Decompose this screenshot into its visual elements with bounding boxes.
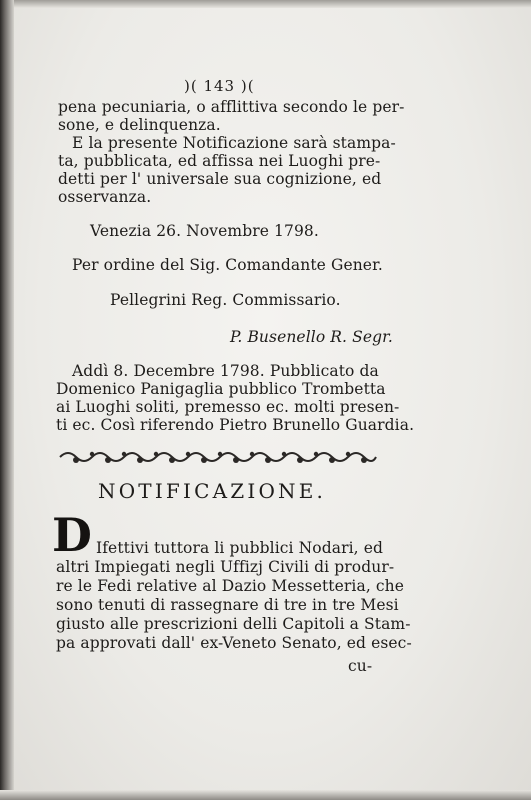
text-line: sone, e delinquenza. — [58, 116, 221, 134]
page-top-edge — [0, 0, 531, 8]
text-line: ti ec. Così riferendo Pietro Brunello Guardia. — [56, 416, 415, 434]
text-line: detti per l' universale sua cognizione, ed — [58, 170, 382, 188]
text-line: pena pecuniaria, o afflittiva secondo le per- — [58, 98, 405, 116]
secretary-signature: P. Busenello R. Segr. — [230, 328, 393, 346]
catchword: cu- — [348, 657, 373, 675]
text-line: Ifettivi tuttora li pubblici Nodari, ed — [96, 539, 384, 557]
text-line: ai Luoghi soliti, premesso ec. molti presen- — [56, 398, 400, 416]
ornamental-divider — [58, 448, 378, 466]
page-bottom-edge — [0, 790, 531, 800]
text-line: re le Fedi relative al Dazio Messetteria, che — [56, 577, 405, 595]
text-line: Domenico Panigaglia pubblico Trombetta — [56, 380, 386, 398]
dateline: Venezia 26. Novembre 1798. — [90, 222, 319, 240]
text-line: sono tenuti di rassegnare di tre in tre Mesi — [56, 596, 399, 614]
page-gutter-shadow — [0, 0, 14, 800]
order-line: Per ordine del Sig. Comandante Gener. — [72, 256, 383, 274]
text-line: altri Impiegati negli Uffizj Civili di produr- — [56, 558, 395, 576]
section-heading: NOTIFICAZIONE. — [98, 479, 327, 503]
text-line: giusto alle prescrizioni delli Capitoli a Stam- — [56, 615, 411, 633]
text-line: pa approvati dall' ex-Veneto Senato, ed esec- — [56, 634, 412, 652]
commissioner-line: Pellegrini Reg. Commissario. — [110, 291, 341, 309]
page-number: )( 143 )( — [184, 77, 255, 95]
text-line: E la presente Notificazione sarà stampa- — [72, 134, 396, 152]
text-line: Addì 8. Decembre 1798. Pubblicato da — [72, 362, 379, 380]
text-line: osservanza. — [58, 188, 152, 206]
drop-cap: D — [52, 508, 92, 562]
text-line: ta, pubblicata, ed affissa nei Luoghi pre- — [58, 152, 381, 170]
